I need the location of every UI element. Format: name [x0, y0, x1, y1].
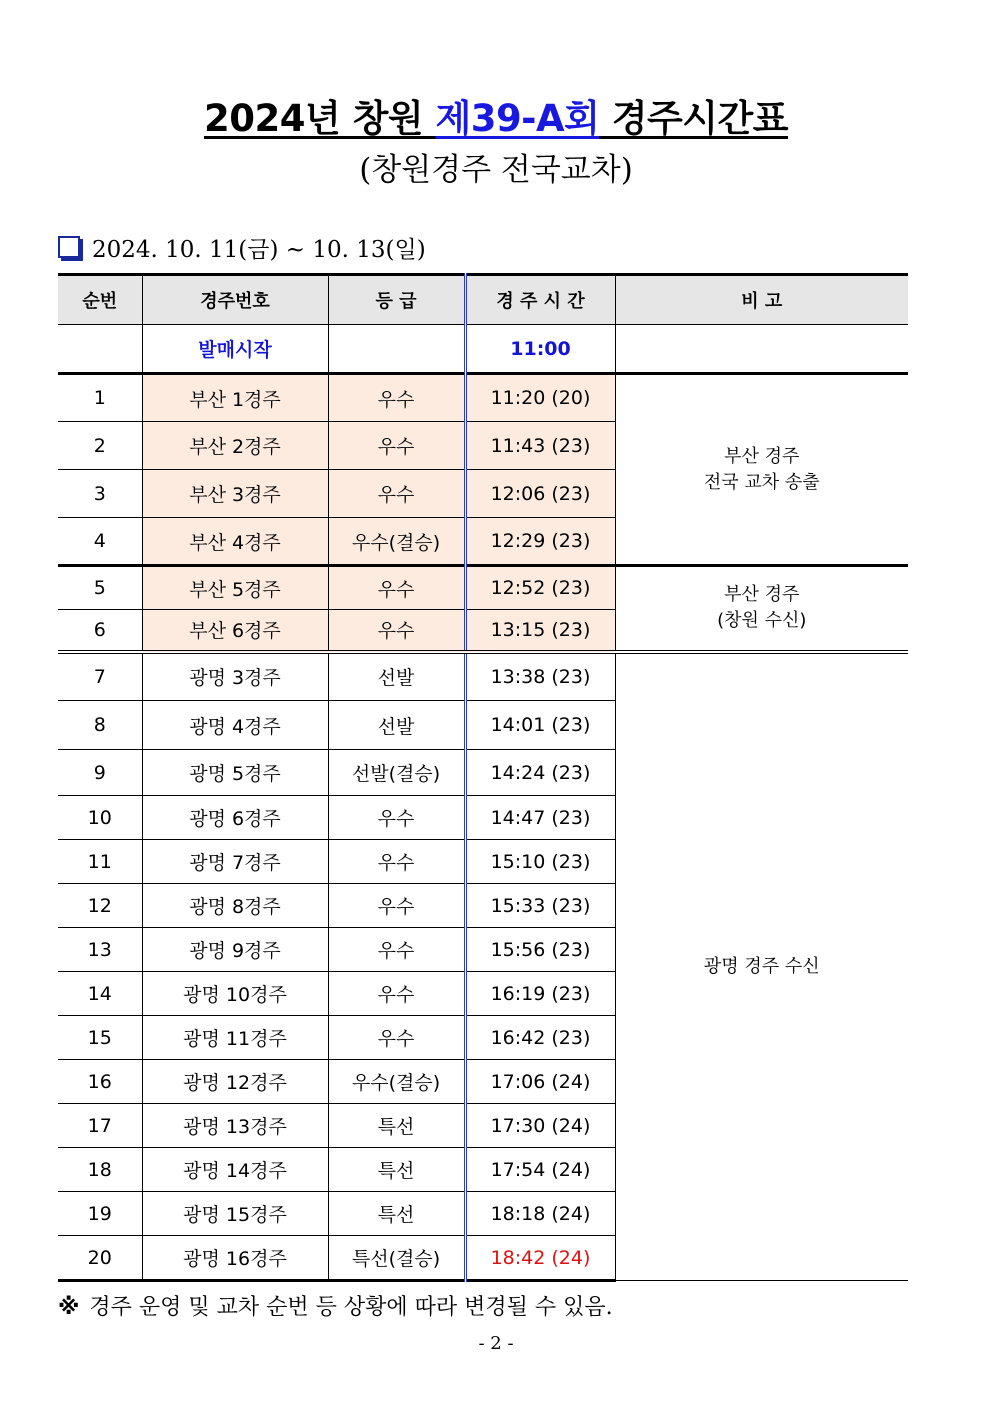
header-race: 경주번호	[142, 275, 328, 325]
sale-remark-cell	[615, 325, 908, 374]
header-grade: 등 급	[328, 275, 465, 325]
row-race: 광명 14경주	[142, 1148, 328, 1192]
row-no: 17	[58, 1104, 142, 1148]
row-no: 9	[58, 750, 142, 796]
row-grade: 우수	[328, 374, 465, 422]
remark-group-busan-receive	[615, 566, 908, 652]
row-grade: 특선	[328, 1148, 465, 1192]
row-race: 부산 3경주	[142, 470, 328, 518]
row-grade: 특선	[328, 1192, 465, 1236]
row-race: 광명 11경주	[142, 1016, 328, 1060]
row-no: 7	[58, 652, 142, 701]
row-grade: 선발	[328, 652, 465, 701]
row-race: 부산 5경주	[142, 566, 328, 610]
row-race: 부산 6경주	[142, 610, 328, 652]
row-time: 11:20 (20)	[465, 374, 615, 422]
sale-start-row	[58, 325, 908, 374]
row-race: 광명 6경주	[142, 796, 328, 840]
row-grade: 우수	[328, 470, 465, 518]
reference-mark-icon: ※	[58, 1295, 80, 1320]
row-race: 광명 8경주	[142, 884, 328, 928]
row-time: 16:19 (23)	[465, 972, 615, 1016]
row-race: 광명 9경주	[142, 928, 328, 972]
sale-grade-cell	[328, 325, 465, 374]
row-time: 13:15 (23)	[465, 610, 615, 652]
sale-start-label: 발매시작	[142, 325, 328, 374]
row-grade: 우수	[328, 884, 465, 928]
row-no: 5	[58, 566, 142, 610]
row-time: 14:24 (23)	[465, 750, 615, 796]
row-race: 부산 4경주	[142, 518, 328, 566]
remark-line: 부산 경주	[724, 584, 800, 606]
race-schedule-table	[58, 273, 908, 1282]
remark-group-gwangmyeong: 광명 경주 수신	[615, 652, 908, 1281]
row-time: 12:52 (23)	[465, 566, 615, 610]
row-time: 15:56 (23)	[465, 928, 615, 972]
row-grade: 우수	[328, 796, 465, 840]
row-time: 17:06 (24)	[465, 1060, 615, 1104]
checkbox-icon	[58, 236, 80, 258]
row-no: 15	[58, 1016, 142, 1060]
row-grade: 우수(결승)	[328, 518, 465, 566]
row-race: 부산 2경주	[142, 422, 328, 470]
row-race: 광명 15경주	[142, 1192, 328, 1236]
page-subtitle: (창원경주 전국교차)	[359, 152, 633, 188]
row-time: 11:43 (23)	[465, 422, 615, 470]
header-remarks: 비 고	[615, 275, 908, 325]
row-race: 광명 10경주	[142, 972, 328, 1016]
date-range: 2024. 10. 11(금) ~ 10. 13(일)	[92, 236, 426, 263]
row-no: 1	[58, 374, 142, 422]
table-row	[58, 374, 908, 422]
row-grade: 특선	[328, 1104, 465, 1148]
row-no: 12	[58, 884, 142, 928]
row-time: 12:06 (23)	[465, 470, 615, 518]
row-no: 4	[58, 518, 142, 566]
header-no: 순번	[58, 275, 142, 325]
row-grade: 우수	[328, 840, 465, 884]
remark-group-busan-broadcast	[615, 374, 908, 566]
row-time: 17:54 (24)	[465, 1148, 615, 1192]
row-no: 6	[58, 610, 142, 652]
row-no: 13	[58, 928, 142, 972]
row-race: 광명 12경주	[142, 1060, 328, 1104]
row-no: 16	[58, 1060, 142, 1104]
remark-line: 전국 교차 송출	[703, 471, 820, 493]
row-time-last: 18:42 (24)	[465, 1236, 615, 1281]
row-no: 2	[58, 422, 142, 470]
row-grade: 우수(결승)	[328, 1060, 465, 1104]
row-grade: 특선(결승)	[328, 1236, 465, 1281]
row-time: 15:10 (23)	[465, 840, 615, 884]
row-time: 12:29 (23)	[465, 518, 615, 566]
row-grade: 우수	[328, 566, 465, 610]
row-race: 광명 16경주	[142, 1236, 328, 1281]
row-no: 8	[58, 701, 142, 750]
row-race: 광명 5경주	[142, 750, 328, 796]
row-no: 19	[58, 1192, 142, 1236]
row-time: 16:42 (23)	[465, 1016, 615, 1060]
row-grade: 우수	[328, 928, 465, 972]
title-round: 제39-A회	[435, 97, 600, 140]
row-no: 14	[58, 972, 142, 1016]
sale-no-cell	[58, 325, 142, 374]
remark-line: (창원 수신)	[717, 610, 807, 632]
row-race: 광명 3경주	[142, 652, 328, 701]
row-grade: 선발	[328, 701, 465, 750]
row-grade: 우수	[328, 422, 465, 470]
row-no: 3	[58, 470, 142, 518]
row-race: 광명 7경주	[142, 840, 328, 884]
page-title	[0, 88, 992, 142]
title-suffix: 경주시간표	[599, 97, 789, 140]
page-number: - 2 -	[478, 1333, 514, 1354]
row-time: 15:33 (23)	[465, 884, 615, 928]
row-grade: 우수	[328, 972, 465, 1016]
remark-line: 부산 경주	[724, 445, 800, 467]
header-time: 경 주 시 간	[465, 275, 615, 325]
row-time: 14:47 (23)	[465, 796, 615, 840]
row-race: 광명 4경주	[142, 701, 328, 750]
row-time: 13:38 (23)	[465, 652, 615, 701]
footnote	[58, 1290, 613, 1321]
row-time: 14:01 (23)	[465, 701, 615, 750]
table-row	[58, 566, 908, 610]
date-range-row	[58, 230, 426, 264]
title-year-venue: 2024년 창원	[203, 97, 436, 140]
sale-start-time: 11:00	[465, 325, 615, 374]
table-header-row	[58, 275, 908, 325]
footnote-text: 경주 운영 및 교차 순번 등 상황에 따라 변경될 수 있음.	[89, 1295, 613, 1320]
row-time: 18:18 (24)	[465, 1192, 615, 1236]
row-race: 부산 1경주	[142, 374, 328, 422]
row-no: 18	[58, 1148, 142, 1192]
row-grade: 우수	[328, 610, 465, 652]
row-time: 17:30 (24)	[465, 1104, 615, 1148]
row-grade: 우수	[328, 1016, 465, 1060]
row-no: 11	[58, 840, 142, 884]
row-race: 광명 13경주	[142, 1104, 328, 1148]
row-no: 10	[58, 796, 142, 840]
row-grade: 선발(결승)	[328, 750, 465, 796]
row-no: 20	[58, 1236, 142, 1281]
table-row	[58, 652, 908, 701]
